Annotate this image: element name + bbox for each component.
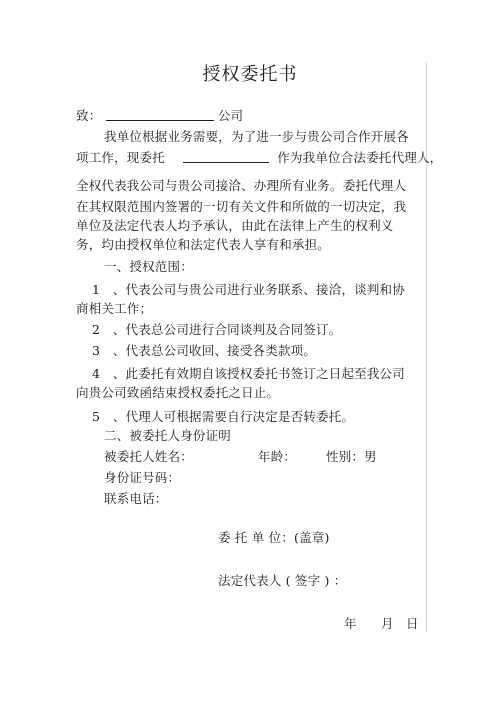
gender-label: 性别：男 [326, 449, 377, 464]
intro-line: 务，均由授权单位和法定代表人享有和承担。 [76, 237, 331, 252]
scope-item: 5 、代理人可根据需要自行决定是否转委托。 [92, 409, 355, 424]
document-title: 授权委托书 [202, 64, 298, 85]
recipient-line [76, 108, 243, 124]
section-title-identity: 二、被委托人身份证明 [104, 428, 232, 443]
id-number-label: 身份证号码： [104, 470, 181, 485]
phone-label: 联系电话： [104, 491, 168, 506]
scope-item: 3 、代表总公司收回、接受各类款项。 [92, 343, 317, 358]
intro-line: 全权代表我公司与贵公司接洽、办理所有业务。委托代理人 [76, 178, 407, 193]
intro-line: 单位及法定代表人均予承认，由此在法律上产生的权利义 [76, 218, 394, 233]
legal-representative-label: 法定代表人 ( 签字 ) ： [218, 573, 347, 588]
company-name-blank[interactable] [106, 108, 214, 121]
date-day: 日 [406, 616, 419, 631]
principal-seal-label: 委 托 单 位：(盖章) [218, 530, 330, 545]
section-title-scope: 一、授权范围： [104, 259, 193, 274]
scope-item-continuation: 商相关工作； [76, 301, 153, 316]
intro-line-with-blank [76, 150, 442, 166]
intro-line: 我单位根据业务需要，为了进一步与贵公司合作开展各 [104, 129, 409, 144]
intro-line: 在其权限范围内签署的一切有关文件和所做的一切决定，我 [76, 199, 407, 214]
agent-name-label: 被委托人姓名： [104, 449, 193, 464]
intro-text-b: 作为我单位合法委托代理人， [277, 150, 443, 165]
page-border-right [426, 62, 427, 632]
scope-item: 4 、此委托有效期自该授权委托书签订之日起至我公司 [92, 366, 405, 381]
scope-item: 2 、代表总公司进行合同谈判及合同签订。 [92, 322, 342, 337]
date-month: 月 [381, 616, 394, 631]
age-label: 年龄： [258, 449, 297, 464]
scope-item-continuation: 向贵公司致函结束授权委托之日止。 [76, 385, 280, 400]
agent-name-blank[interactable] [183, 150, 269, 163]
scope-item: 1 、代表公司与贵公司进行业务联系、接洽，谈判和协 [92, 282, 405, 297]
date-year: 年 [344, 616, 357, 631]
to-suffix: 公司 [217, 108, 244, 123]
intro-text-a: 项工作，现委托 [76, 150, 165, 165]
to-label: 致： [76, 108, 102, 123]
